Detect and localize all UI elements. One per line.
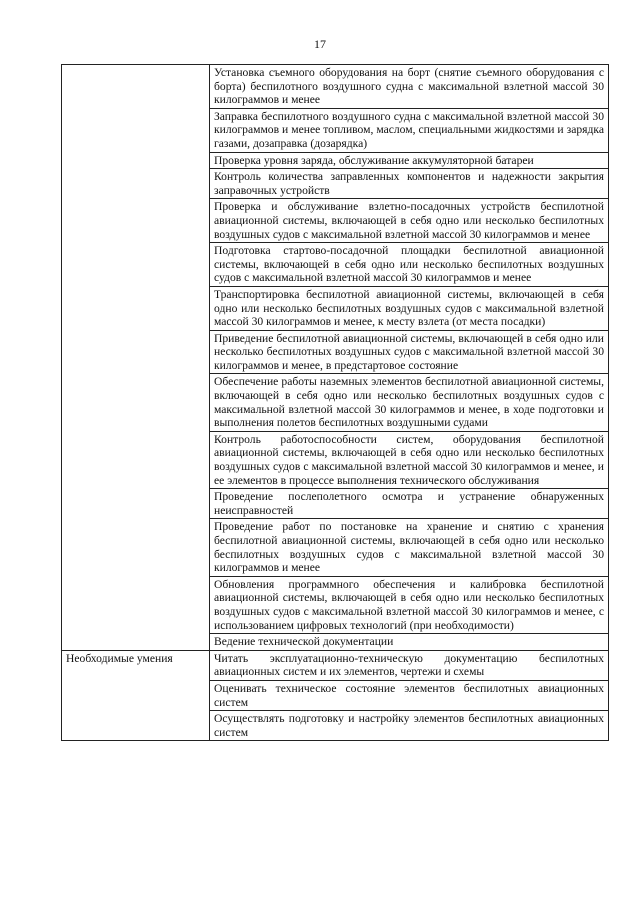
labor-action-cell: Установка съемного оборудования на борт (снятие съемного оборудования с борта) беспилотного воздушного судна с максимальной взлетной массой 30 килограммов и менее xyxy=(210,65,609,109)
table-row xyxy=(62,65,609,109)
skills-label-cell: Необходимые умения xyxy=(62,650,210,741)
labor-actions-label-cell xyxy=(62,65,210,651)
skill-cell: Читать эксплуатационно-техническую документацию беспилотных авиационных систем и их элементов, чертежи и схемы xyxy=(210,650,609,680)
labor-action-cell: Проверка уровня заряда, обслуживание аккумуляторной батареи xyxy=(210,152,609,169)
labor-action-cell: Проведение послеполетного осмотра и устранение обнаруженных неисправностей xyxy=(210,489,609,519)
labor-action-cell: Приведение беспилотной авиационной системы, включающей в себя одно или несколько беспилотных воздушных судов с максимальной взлетной массой 30 килограммов и менее, в предстартовое состояние xyxy=(210,330,609,374)
labor-action-cell: Заправка беспилотного воздушного судна с максимальной взлетной массой 30 килограммов и менее топливом, маслом, специальными жидкостями и зарядка газами, дозаправка (дозарядка) xyxy=(210,108,609,152)
labor-action-cell: Проверка и обслуживание взлетно-посадочных устройств беспилотной авиационной системы, включающей в себя одно или несколько беспилотных воздушных судов с максимальной взлетной массой 30 килограммов и менее xyxy=(210,199,609,243)
labor-action-cell: Проведение работ по постановке на хранение и снятию с хранения беспилотной авиационной системы, включающей в себя одно или несколько беспилотных воздушных судов с максимальной взлетной массой 30 килограммов и менее xyxy=(210,519,609,576)
labor-action-cell: Транспортировка беспилотной авиационной системы, включающей в себя одно или несколько беспилотных воздушных судов с максимальной взлетной массой 30 килограммов и менее, к месту взлета (от места посадки) xyxy=(210,286,609,330)
labor-action-cell: Подготовка стартово-посадочной площадки беспилотной авиационной системы, включающей в себя одно или несколько беспилотных воздушных судов с максимальной взлетной массой 30 килограммов и менее xyxy=(210,243,609,287)
labor-action-cell: Контроль количества заправленных компонентов и надежности закрытия заправочных устройств xyxy=(210,169,609,199)
labor-action-cell: Обновления программного обеспечения и калибровка беспилотной авиационной системы, включающей в себя одно или несколько беспилотных воздушных судов с максимальной взлетной массой 30 килограммов и менее, с использованием цифровых технологий (при необходимости) xyxy=(210,576,609,633)
page-number: 17 xyxy=(314,37,326,51)
labor-action-cell: Обеспечение работы наземных элементов беспилотной авиационной системы, включающей в себя одно или несколько беспилотных воздушных судов с максимальной взлетной массой 30 килограммов и менее, в ходе подготовки и выполнения полетов беспилотных воздушными судами xyxy=(210,374,609,431)
table-row xyxy=(62,650,609,680)
requirements-table xyxy=(61,64,609,741)
labor-action-cell: Контроль работоспособности систем, оборудования беспилотной авиационной системы, включающей в себя одно или несколько беспилотных воздушных судов с максимальной взлетной массой 30 килограммов и менее, и ее элементов в процессе выполнения технического обслуживания xyxy=(210,431,609,488)
labor-action-cell: Ведение технической документации xyxy=(210,634,609,651)
skill-cell: Осуществлять подготовку и настройку элементов беспилотных авиационных систем xyxy=(210,711,609,741)
skill-cell: Оценивать техническое состояние элементов беспилотных авиационных систем xyxy=(210,680,609,710)
